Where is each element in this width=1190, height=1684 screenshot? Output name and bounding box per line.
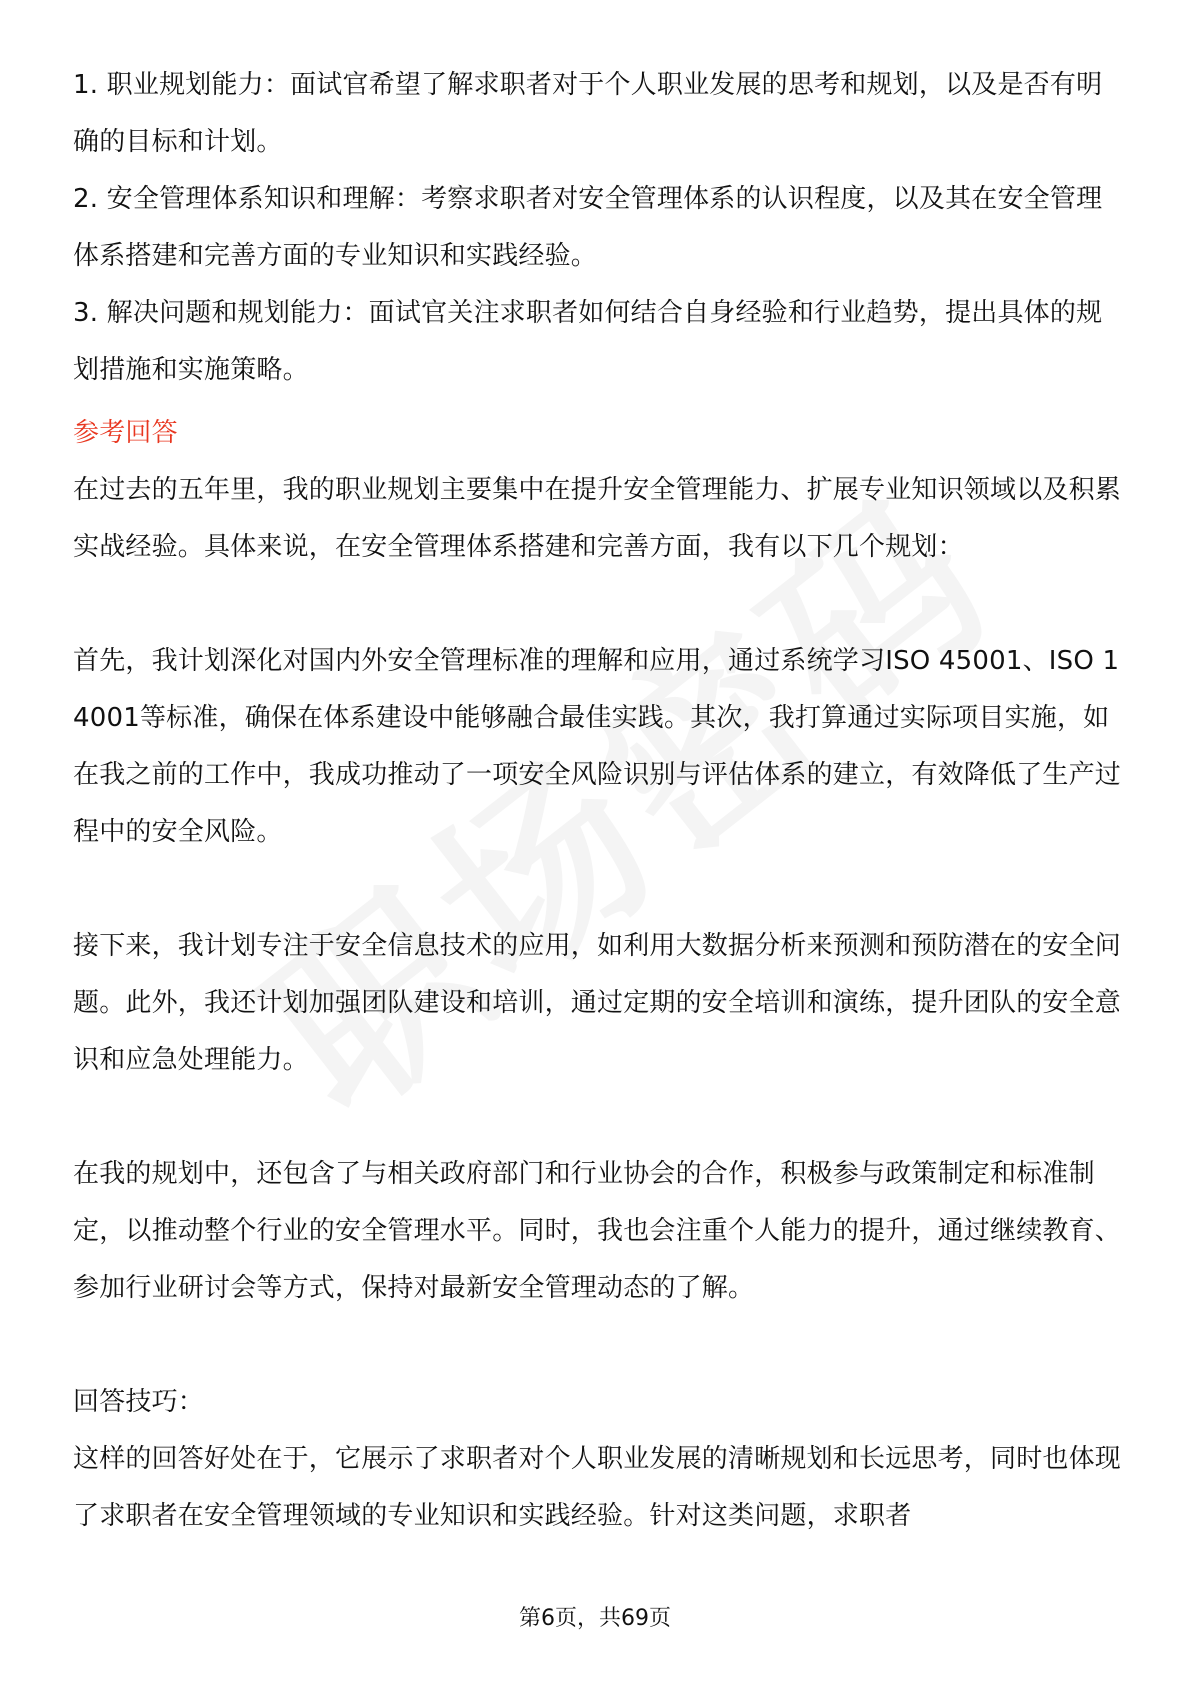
answer-paragraph: 在过去的五年里，我的职业规划主要集中在提升安全管理能力、扩展专业知识领域以及积累实战经验。具体来说，在安全管理体系搭建和完善方面，我有以下几个规划： (73, 475, 1122, 562)
answer-paragraph: 首先，我计划深化对国内外安全管理标准的理解和应用，通过系统学习ISO 45001、ISO 14001等标准，确保在体系建设中能够融合最佳实践。其次，我打算通过实际项目实施，如在我之前的工作中，我成功推动了一项安全风险识别与评估体系的建立，有效降低了生产过程中的安全风险。 (73, 646, 1122, 847)
criteria-item-2: 2. 安全管理体系知识和理解：考察求职者对安全管理体系的认识程度，以及其在安全管理体系搭建和完善方面的专业知识和实践经验。 (73, 184, 1103, 271)
answer-paragraph: 接下来，我计划专注于安全信息技术的应用，如利用大数据分析来预测和预防潜在的安全问题。此外，我还计划加强团队建设和培训，通过定期的安全培训和演练，提升团队的安全意识和应急处理能力。 (73, 931, 1122, 1075)
criteria-item-3: 3. 解决问题和规划能力：面试官关注求职者如何结合自身经验和行业趋势，提出具体的规划措施和实施策略。 (73, 298, 1103, 385)
answer-heading: 参考回答 (73, 418, 178, 448)
tips-heading: 回答技巧： (73, 1387, 205, 1417)
document-body (73, 57, 1123, 1545)
paragraph-gap (73, 1317, 1123, 1374)
answer-paragraph: 在我的规划中，还包含了与相关政府部门和行业协会的合作，积极参与政策制定和标准制定，以推动整个行业的安全管理水平。同时，我也会注重个人能力的提升，通过继续教育、参加行业研讨会等方式，保持对最新安全管理动态的了解。 (73, 1159, 1122, 1303)
tips-text: 这样的回答好处在于，它展示了求职者对个人职业发展的清晰规划和长远思考，同时也体现了求职者在安全管理领域的专业知识和实践经验。针对这类问题，求职者 (73, 1444, 1122, 1531)
paragraph-gap (73, 861, 1123, 918)
criteria-item-1: 1. 职业规划能力：面试官希望了解求职者对于个人职业发展的思考和规划，以及是否有明确的目标和计划。 (73, 70, 1103, 157)
page-number: 第6页，共69页 (519, 1606, 671, 1631)
paragraph-gap (73, 576, 1123, 633)
paragraph-gap (73, 1089, 1123, 1146)
